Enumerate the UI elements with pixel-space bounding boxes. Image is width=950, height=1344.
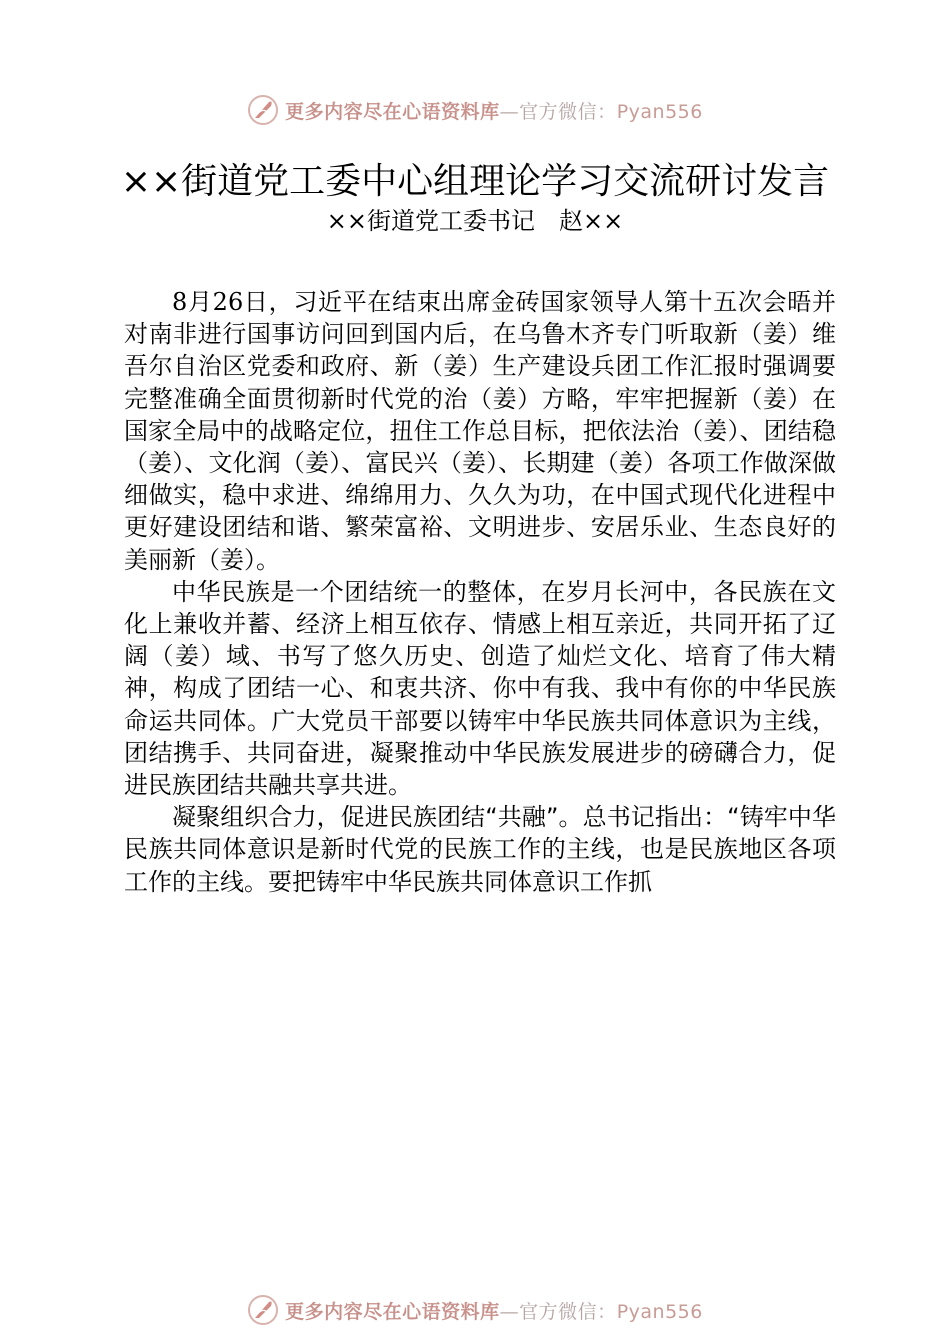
watermark-separator: — xyxy=(499,100,520,123)
paragraph-2: 中华民族是一个团结统一的整体，在岁月长河中，各民族在文化上兼收并蓄、经济上相互依存、情感上相互亲近，共同开拓了辽阔（姜）域、书写了悠久历史、创造了灿烂文化、培育了伟大精神，构成了团结一心、和衷共济、你中有我、我中有你的中华民族命运共同体。广大党员干部要以铸牢中华民族共同体意识为主线，团结携手、共同奋进，凝聚推动中华民族发展进步的磅礴合力，促进民族团结共融共享共进。 xyxy=(124,577,836,800)
watermark-header xyxy=(0,90,950,130)
document-subtitle: ××街道党工委书记 赵×× xyxy=(326,207,624,235)
paragraph-date: 8月26日， xyxy=(172,288,294,316)
watermark-footer xyxy=(0,1290,950,1330)
paragraph-3: 凝聚组织合力，促进民族团结“共融”。总书记指出：“铸牢中华民族共同体意识是新时代党的民族工作的主线，也是民族地区各项工作的主线。要把铸牢中华民族共同体意识工作抓 xyxy=(124,803,836,896)
document-title: ××街道党工委中心组理论学习交流研讨发言 xyxy=(120,161,830,202)
document-body xyxy=(124,286,836,898)
watermark-wechat-label: 官方微信： xyxy=(519,1300,617,1323)
watermark-wechat-id: Pyan556 xyxy=(616,1300,703,1323)
watermark-wechat-id: Pyan556 xyxy=(616,100,703,123)
paragraph-1 xyxy=(124,286,836,576)
quill-logo-icon xyxy=(247,1294,279,1326)
watermark-separator: — xyxy=(499,1300,520,1323)
watermark-brand: 更多内容尽在心语资料库 xyxy=(285,1300,500,1323)
paragraph-person: 习近平 xyxy=(293,288,368,316)
watermark-text xyxy=(285,1297,703,1324)
paragraph-text: 在结束出席金砖国家领导人第十五次会晤并对南非进行国事访问回到国内后，在乌鲁木齐专门听取新（姜）维吾尔自治区党委和政府、新（姜）生产建设兵团工作汇报时强调要完整准确全面贯彻新时代党的治（姜）方略，牢牢把握新（姜）在国家全局中的战略定位，扭住工作总目标，把依法治（姜）、团结稳（姜）、文化润（姜）、富民兴（姜）、长期建（姜）各项工作做深做细做实，稳中求进、绵绵用力、久久为功，在中国式现代化进程中更好建设团结和谐、繁荣富裕、文明进步、安居乐业、生态良好的美丽新（姜）。 xyxy=(124,288,837,574)
quill-logo-icon xyxy=(247,94,279,126)
watermark-wechat-label: 官方微信： xyxy=(519,100,617,123)
watermark-brand: 更多内容尽在心语资料库 xyxy=(285,100,500,123)
watermark-text xyxy=(285,97,703,124)
